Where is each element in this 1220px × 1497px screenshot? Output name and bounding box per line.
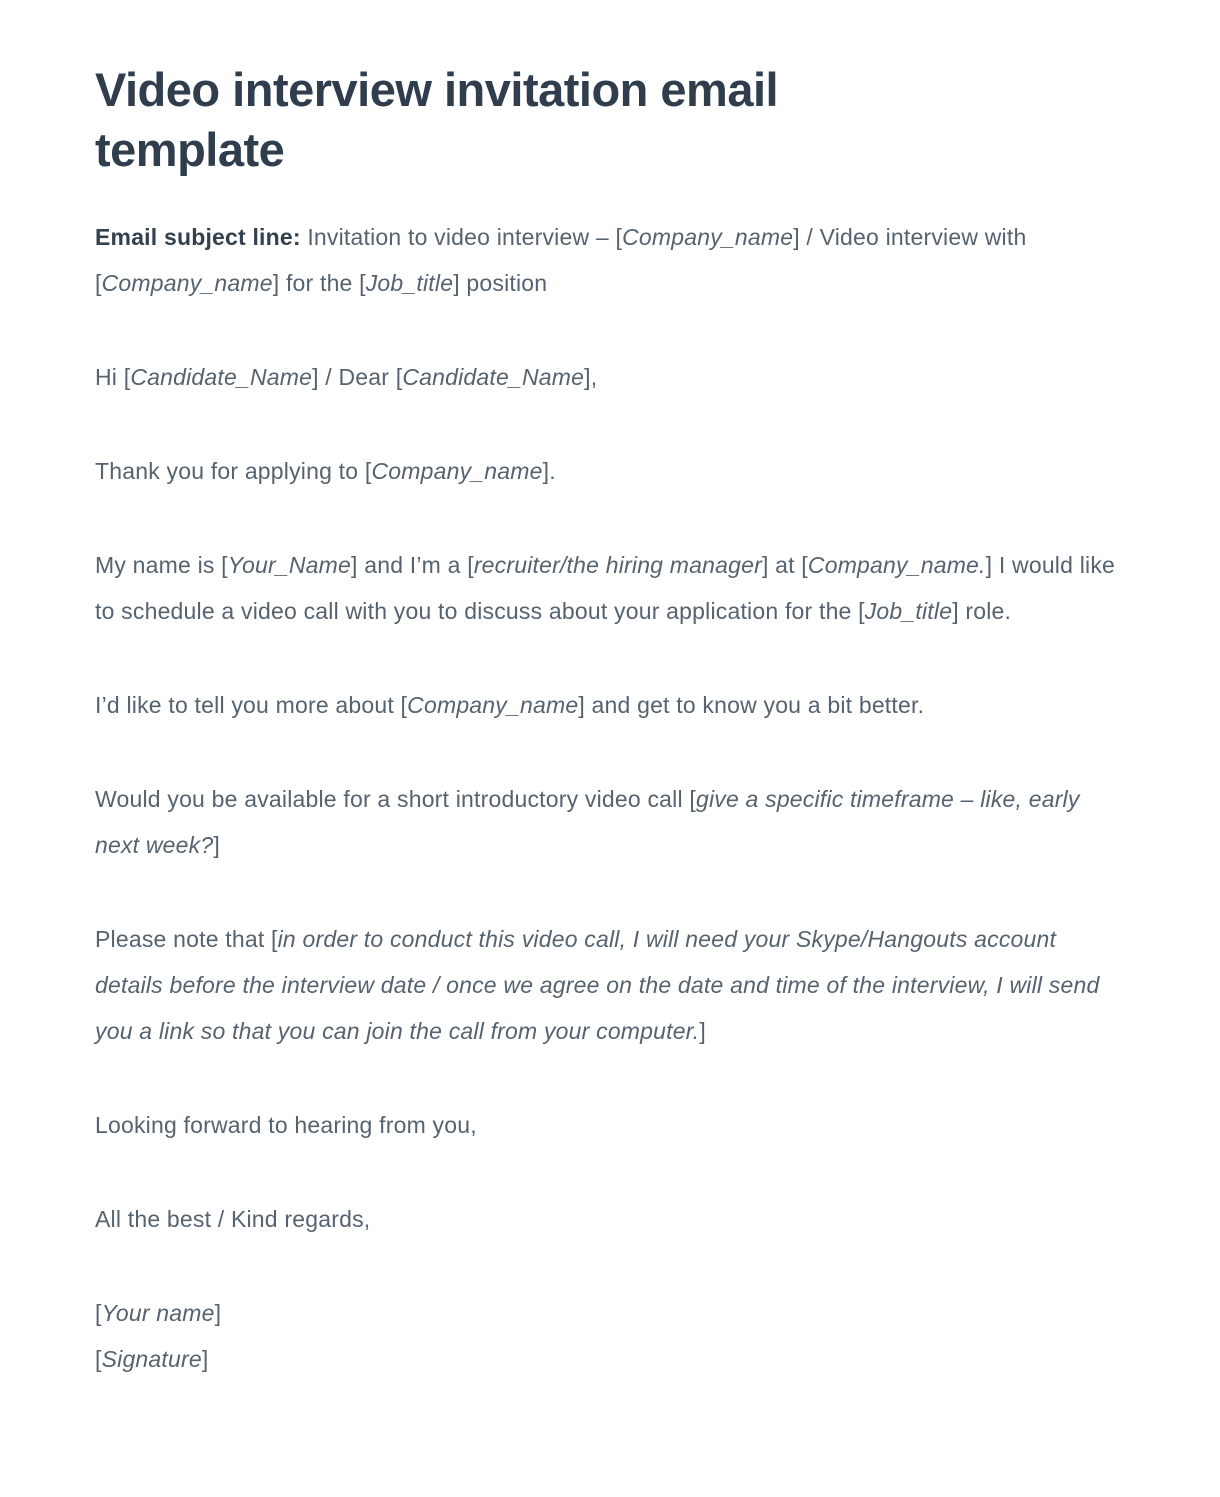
placeholder-text: Your name xyxy=(101,1300,215,1327)
placeholder-text: Company_name xyxy=(622,224,794,251)
paragraph-thank-you xyxy=(95,448,1125,494)
placeholder-text: Candidate_Name xyxy=(402,364,585,391)
text-run: ] for the [ xyxy=(272,270,366,297)
paragraph-sign-off xyxy=(95,1196,1125,1242)
placeholder-text: Company_name xyxy=(407,692,579,719)
page-title: Video interview invitation email template xyxy=(95,63,779,177)
placeholder-text: Company_name. xyxy=(807,552,986,579)
text-run: Invitation to video interview – [ xyxy=(307,224,623,251)
text-run: ] / Dear [ xyxy=(312,364,403,391)
text-run: ] xyxy=(699,1018,706,1045)
text-run: Thank you for applying to [ xyxy=(95,458,372,485)
placeholder-text: Job_title xyxy=(864,598,953,625)
placeholder-text: Company_name xyxy=(101,270,273,297)
text-run: ] at [ xyxy=(761,552,808,579)
text-run: ] and I’m a [ xyxy=(351,552,474,579)
text-run: ] xyxy=(214,1300,222,1327)
text-run: My name is [ xyxy=(95,552,228,579)
paragraph-availability xyxy=(95,776,1125,868)
paragraph-looking-forward xyxy=(95,1102,1125,1148)
placeholder-text: Company_name xyxy=(371,458,543,485)
text-run: ] I would like to schedule a video call with you to discuss about your application for the [ xyxy=(95,552,1116,625)
paragraph-tell-you-more xyxy=(95,682,1125,728)
paragraph-greeting xyxy=(95,354,1125,400)
bold-label: Email subject line: xyxy=(95,224,308,251)
placeholder-text: recruiter/the hiring manager xyxy=(473,552,762,579)
placeholder-text: Candidate_Name xyxy=(130,364,313,391)
placeholder-text: Signature xyxy=(101,1346,202,1373)
text-run: ] position xyxy=(453,270,548,297)
placeholder-text: in order to conduct this video call, I will need your Skype/Hangouts account details before the interview date / once we agree on the date and time of the interview, I will send you a link so that you can join the call from your computer. xyxy=(95,926,1100,1045)
paragraph-please-note xyxy=(95,916,1125,1054)
text-run: ] xyxy=(201,1346,209,1373)
paragraph-signature xyxy=(95,1290,1125,1382)
text-run: ]. xyxy=(542,458,556,485)
text-run: ] / Video interview with [ xyxy=(95,224,1027,297)
text-run: ] role. xyxy=(952,598,1012,625)
text-run: [ xyxy=(95,1300,102,1327)
text-run: Hi [ xyxy=(95,364,131,391)
text-run: Would you be available for a short introductory video call [ xyxy=(95,786,696,813)
text-run: I’d like to tell you more about [ xyxy=(95,692,408,719)
text-run: ] and get to know you a bit better. xyxy=(578,692,925,719)
placeholder-text: Your_Name xyxy=(227,552,352,579)
placeholder-text: Job_title xyxy=(365,270,454,297)
text-run: Looking forward to hearing from you, xyxy=(95,1112,477,1139)
text-run: ], xyxy=(584,364,598,391)
text-run: [ xyxy=(95,1346,102,1373)
text-run: Please note that [ xyxy=(95,926,278,953)
text-run: All the best / Kind regards, xyxy=(95,1206,371,1233)
paragraph-introduction xyxy=(95,542,1125,634)
paragraph-subject-line xyxy=(95,214,1125,306)
text-run: ] xyxy=(213,832,220,859)
placeholder-text: give a specific timeframe – like, early next week? xyxy=(95,786,1080,859)
email-body xyxy=(95,214,1125,1382)
